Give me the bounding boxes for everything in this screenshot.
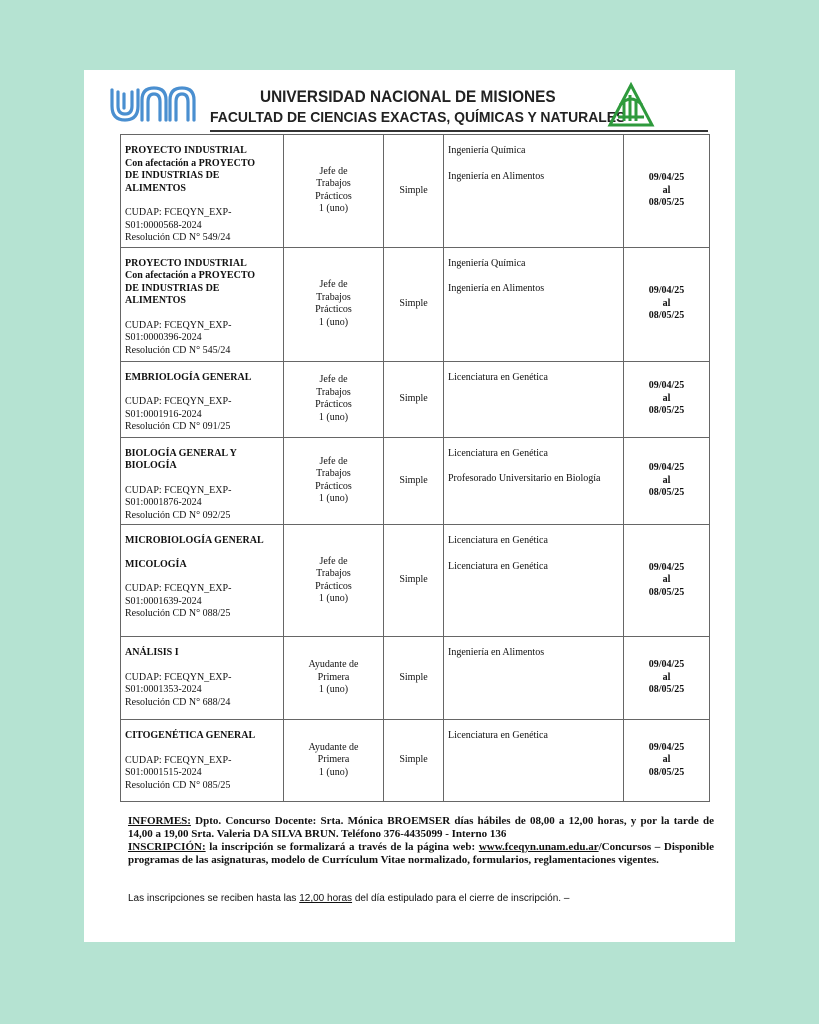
career-item: Licenciatura en Genética: [448, 560, 548, 572]
position-cell: Jefe de Trabajos Prácticos 1 (uno): [284, 361, 384, 437]
career-item: Ingeniería Química: [448, 145, 526, 156]
subject-cell: [121, 720, 284, 802]
position-cell: Jefe de Trabajos Prácticos 1 (uno): [284, 135, 384, 248]
resolution: Resolución CD N° 085/25: [125, 779, 231, 791]
dedication-cell: Simple: [384, 247, 444, 361]
position-cell: Ayudante de Primera 1 (uno): [284, 720, 384, 802]
career-item: Licenciatura en Genética: [448, 730, 548, 741]
table-row: [121, 247, 710, 361]
dates-cell: 09/04/25 al 08/05/25: [624, 437, 710, 525]
subject-name: BIOLOGÍA GENERAL Y BIOLOGÍA: [125, 447, 237, 471]
careers-cell: [444, 437, 624, 525]
careers-cell: [444, 135, 624, 248]
subject-cell: [121, 135, 284, 248]
informes-text: Dpto. Concurso Docente: Srta. Mónica BROEMSER días hábiles de 08,00 a 12,00 horas, y por la tarde de 14,00 a 19,00 Srta. Valeria DA SILVA BRUN. Teléfono 376-4435099 - Interno 136: [128, 815, 714, 840]
cudap-number: CUDAP: FCEQYN_EXP- S01:0000396-2024: [125, 319, 232, 343]
footer-info: [128, 815, 714, 867]
subject-name: ANÁLISIS I: [125, 647, 179, 658]
dedication-cell: Simple: [384, 437, 444, 525]
position-cell: Jefe de Trabajos Prácticos 1 (uno): [284, 437, 384, 525]
inscripcion-paragraph: [128, 841, 714, 867]
dedication-cell: Simple: [384, 525, 444, 637]
cudap-number: CUDAP: FCEQYN_EXP- S01:0001876-2024: [125, 484, 232, 508]
closing-hour: 12,00 horas: [299, 893, 353, 904]
closing-note: Las inscripciones se reciben hasta las 12,00 horas del día estipulado para el cierre de inscripción. –: [128, 893, 570, 904]
resolution: Resolución CD N° 088/25: [125, 608, 231, 619]
dates-cell: 09/04/25 al 08/05/25: [624, 247, 710, 361]
dates-cell: 09/04/25 al 08/05/25: [624, 135, 710, 248]
careers-cell: [444, 247, 624, 361]
table-row: [121, 135, 710, 248]
cudap-number: CUDAP: FCEQYN_EXP- S01:0001353-2024: [125, 671, 232, 695]
subject-name: PROYECTO INDUSTRIAL Con afectación a PROYECTO DE INDUSTRIAS DE ALIMENTOS: [125, 257, 256, 306]
dates-cell: 09/04/25 al 08/05/25: [624, 361, 710, 437]
cudap-number: CUDAP: FCEQYN_EXP- S01:0001639-2024: [125, 583, 232, 607]
faculty-name: FACULTAD DE CIENCIAS EXACTAS, QUÍMICAS Y NATURALES: [210, 109, 626, 126]
subject-cell: [121, 361, 284, 437]
faculty-logo-icon: [606, 81, 656, 129]
subject-cell: [121, 525, 284, 637]
careers-cell: [444, 361, 624, 437]
subject-cell: [121, 437, 284, 525]
careers-cell: [444, 525, 624, 637]
dedication-cell: Simple: [384, 135, 444, 248]
document-page: [84, 70, 735, 942]
document-header: [84, 70, 735, 134]
dates-cell: 09/04/25 al 08/05/25: [624, 637, 710, 720]
dedication-cell: Simple: [384, 361, 444, 437]
resolution: Resolución CD N° 091/25: [125, 421, 231, 432]
informes-paragraph: [128, 815, 714, 841]
career-item: Licenciatura en Genética: [448, 371, 548, 383]
dedication-cell: Simple: [384, 720, 444, 802]
informes-label: INFORMES:: [128, 815, 191, 827]
position-cell: Jefe de Trabajos Prácticos 1 (uno): [284, 247, 384, 361]
position-cell: Ayudante de Primera 1 (uno): [284, 637, 384, 720]
career-item: Profesorado Universitario en Biología: [448, 473, 601, 484]
career-item: Ingeniería en Alimentos: [448, 170, 545, 182]
header-divider: [210, 130, 708, 132]
resolution: Resolución CD N° 549/24: [125, 232, 231, 243]
table-row: [121, 361, 710, 437]
university-name: UNIVERSIDAD NACIONAL DE MISIONES: [260, 88, 556, 106]
careers-cell: [444, 720, 624, 802]
dates-cell: 09/04/25 al 08/05/25: [624, 525, 710, 637]
inscripcion-text-continued: /Concursos – Disponible programas de las asignaturas, modelo de Currículum Vitae normalizado, formularios, reglamentaciones vigentes.: [128, 841, 715, 866]
subject-name: PROYECTO INDUSTRIAL Con afectación a PROYECTO DE INDUSTRIAS DE ALIMENTOS: [125, 145, 256, 194]
career-item: Licenciatura en Genética: [448, 535, 548, 546]
table-row: [121, 720, 710, 802]
position-cell: Jefe de Trabajos Prácticos 1 (uno): [284, 525, 384, 637]
career-item: Licenciatura en Genética: [448, 447, 548, 459]
careers-cell: [444, 637, 624, 720]
cudap-number: CUDAP: FCEQYN_EXP- S01:0001515-2024: [125, 754, 232, 778]
table-row: [121, 637, 710, 720]
career-item: Ingeniería Química: [448, 257, 526, 269]
concursos-table: [120, 134, 710, 802]
resolution: Resolución CD N° 092/25: [125, 509, 231, 521]
website-link[interactable]: www.fceqyn.unam.edu.ar: [478, 841, 599, 853]
unam-logo-icon: [108, 84, 202, 124]
career-item: Ingeniería en Alimentos: [448, 283, 545, 294]
subject-name: CITOGENÉTICA GENERAL: [125, 730, 256, 741]
table-row: [121, 437, 710, 525]
subject-cell: [121, 637, 284, 720]
cudap-number: CUDAP: FCEQYN_EXP- S01:0000568-2024: [125, 207, 232, 231]
dates-cell: 09/04/25 al 08/05/25: [624, 720, 710, 802]
inscripcion-label: INSCRIPCIÓN:: [128, 841, 206, 853]
inscripcion-text: la inscripción se formalizará a través de la página web:: [209, 841, 476, 853]
resolution: Resolución CD N° 545/24: [125, 344, 231, 356]
subject-name: MICROBIOLOGÍA GENERAL MICOLOGÍA: [125, 535, 264, 570]
career-item: Ingeniería en Alimentos: [448, 647, 545, 658]
dedication-cell: Simple: [384, 637, 444, 720]
subject-name: EMBRIOLOGÍA GENERAL: [125, 371, 252, 383]
table-row: [121, 525, 710, 637]
subject-cell: [121, 247, 284, 361]
resolution: Resolución CD N° 688/24: [125, 696, 231, 708]
cudap-number: CUDAP: FCEQYN_EXP- S01:0001916-2024: [125, 396, 232, 420]
